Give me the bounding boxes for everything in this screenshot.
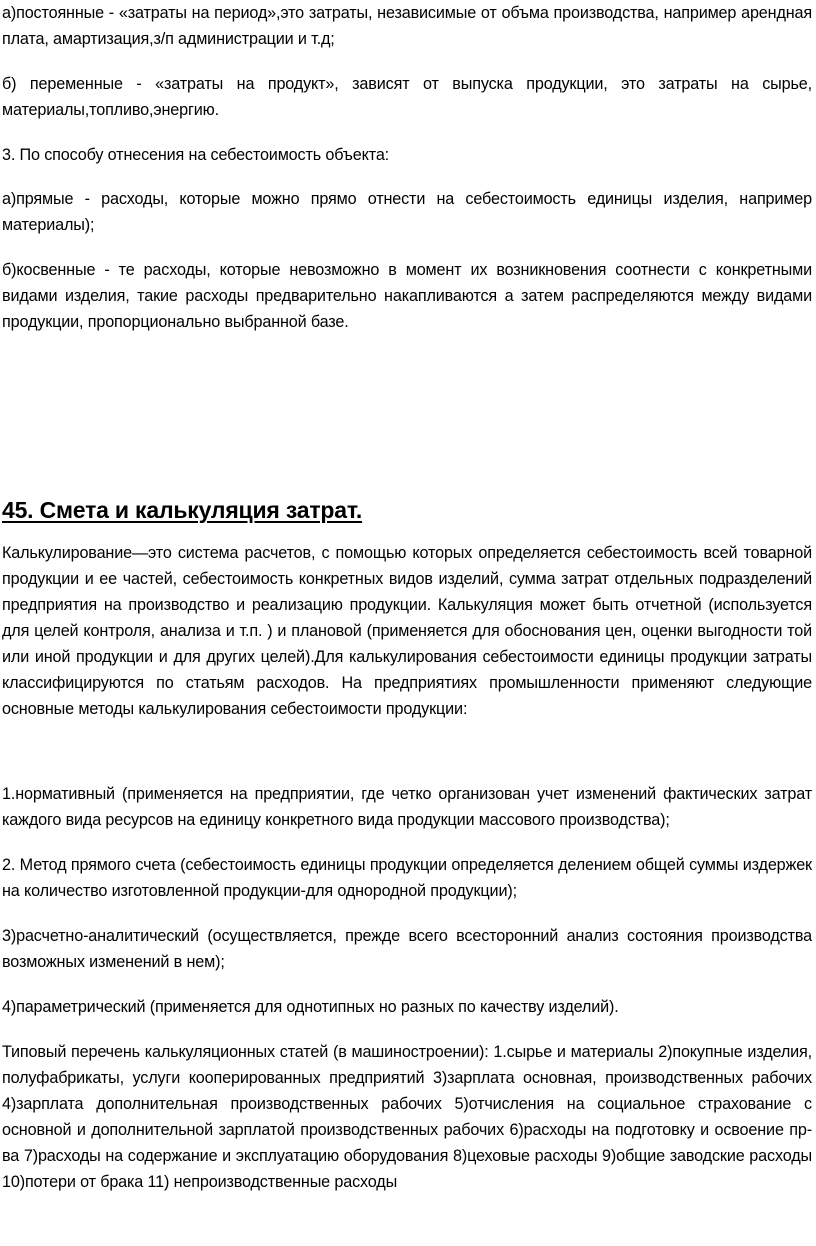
paragraph-allocation-method: 3. По способу отнесения на себестоимость объекта: bbox=[2, 146, 390, 164]
paragraph-cost-items-list: Типовый перечень калькуляционных статей (в машиностроении): 1.сырье и материалы 2)покупные изделия, полуфабрикаты, услуги кооперированных предприятий 3)зарплата основная, производственных рабочих 4)зарплата дополнительная производственных рабочих 5)отчисления на социальное страхование с основной и дополнительной зарплатой производственных рабочих 6)расходы на подготовку и освоение пр-ва 7)расходы на содержание и эксплуатацию оборудования 8)цеховые расходы 9)общие заводские расходы 10)потери от брака 11) непроизводственные расходы bbox=[2, 1043, 812, 1191]
paragraph-parametric-method: 4)параметрический (применяется для однотипных но разных по качеству изделий). bbox=[2, 998, 619, 1016]
paragraph-fixed-costs: а)постоянные - «затраты на период»,это затраты, независимые от объма производства, например арендная плата, амартизация,з/п администрации и т.д; bbox=[2, 4, 812, 48]
paragraph-variable-costs: б) переменные - «затраты на продукт», зависят от выпуска продукции, это затраты на сырье, материалы,топливо,энергию. bbox=[2, 75, 812, 119]
paragraph-direct-count-method: 2. Метод прямого счета (себестоимость единицы продукции определяется делением общей суммы издержек на количество изготовленной продукции-для однородной продукции); bbox=[2, 856, 812, 900]
paragraph-analytical-method: 3)расчетно-аналитический (осуществляется, прежде всего всесторонний анализ состояния производства возможных изменений в нем); bbox=[2, 927, 812, 971]
paragraph-costing-definition: Калькулирование—это система расчетов, с помощью которых определяется себестоимость всей товарной продукции и ее частей, себестоимость конкретных видов изделий, сумма затрат отдельных подразделений предприятия на производство и реализацию продукции. Калькуляция может быть отчетной (используется для целей контроля, анализа и т.п. ) и плановой (применяется для обоснования цен, оценки выгодности той или иной продукции и для других целей).Для калькулирования себестоимости единицы продукции затраты классифицируются по статьям расходов. На предприятиях промышленности применяют следующие основные методы калькулирования себестоимости продукции: bbox=[2, 544, 812, 718]
paragraph-direct-costs: а)прямые - расходы, которые можно прямо отнести на себестоимость единицы изделия, например материалы); bbox=[2, 190, 812, 234]
paragraph-normative-method: 1.нормативный (применяется на предприятии, где четко организован учет изменений фактических затрат каждого вида ресурсов на единицу конкретного вида продукции массового производства); bbox=[2, 785, 812, 829]
paragraph-indirect-costs: б)косвенные - те расходы, которые невозможно в момент их возникновения соотнести с конкретными видами изделия, такие расходы предварительно накапливаются а затем распределяются между видами продукции, пропорционально выбранной базе. bbox=[2, 261, 812, 331]
section-heading: 45. Смета и калькуляция затрат. bbox=[2, 497, 363, 523]
